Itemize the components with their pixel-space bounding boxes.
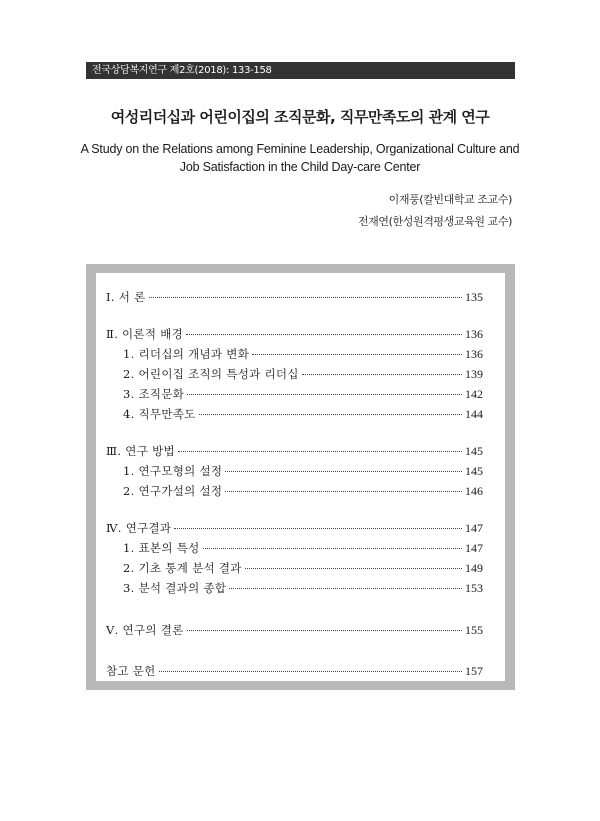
- table-of-contents-panel: [96, 273, 505, 681]
- toc-label: Ⅰ. 서 론: [106, 290, 146, 304]
- toc-page: 145: [465, 464, 483, 478]
- toc-entry-method-1: [123, 462, 483, 480]
- toc-label: 2. 기초 통계 분석 결과: [123, 561, 242, 575]
- toc-page: 135: [465, 290, 483, 304]
- toc-entry-theory-2: [123, 365, 483, 383]
- toc-entry-theory: [106, 325, 483, 343]
- toc-label: 2. 연구가설의 설정: [123, 484, 223, 498]
- toc-entry-results-2: [123, 559, 483, 577]
- toc-page: 145: [465, 444, 483, 458]
- toc-page: 139: [465, 367, 483, 381]
- toc-label: Ⅲ. 연구 방법: [106, 444, 175, 458]
- toc-page: 144: [465, 407, 483, 421]
- toc-leader-dots: [186, 333, 462, 335]
- toc-label: Ⅱ. 이론적 배경: [106, 327, 184, 341]
- author-1: 이재풍(칼빈대학교 조교수): [388, 193, 512, 206]
- toc-entry-introduction: [106, 288, 483, 306]
- toc-label: 4. 직무만족도: [123, 407, 196, 421]
- toc-entry-conclusion: [106, 621, 483, 639]
- toc-leader-dots: [245, 567, 462, 569]
- journal-header: 전국상담복지연구 제2호(2018): 133-158: [86, 62, 515, 79]
- paper-title-english: [0, 140, 600, 176]
- toc-label: 3. 분석 결과의 종합: [123, 581, 227, 595]
- toc-page: 153: [465, 581, 483, 595]
- toc-label: 2. 어린이집 조직의 특성과 리더십: [123, 367, 299, 381]
- toc-label: 1. 연구모형의 설정: [123, 464, 223, 478]
- toc-page: 155: [465, 623, 483, 637]
- toc-entry-results-1: [123, 539, 483, 557]
- paper-title-korean: 여성리더십과 어린이집의 조직문화, 직무만족도의 관계 연구: [110, 108, 490, 126]
- toc-page: 142: [465, 387, 483, 401]
- toc-leader-dots: [225, 490, 462, 492]
- toc-entry-results: [106, 519, 483, 537]
- toc-label: Ⅴ. 연구의 결론: [106, 623, 184, 637]
- toc-leader-dots: [187, 629, 462, 631]
- title-en-line-1: A Study on the Relations among Feminine Leadership, Organizational Culture and: [80, 142, 520, 156]
- toc-page: 136: [465, 347, 483, 361]
- toc-page: 136: [465, 327, 483, 341]
- toc-label: Ⅳ. 연구결과: [106, 521, 172, 535]
- toc-leader-dots: [252, 353, 462, 355]
- author-2: 전재연(한성원격평생교육원 교수): [357, 215, 512, 228]
- toc-leader-dots: [199, 413, 462, 415]
- toc-label: 참고 문헌: [106, 664, 156, 678]
- table-of-contents-frame: [86, 264, 515, 690]
- toc-label: 1. 리더십의 개념과 변화: [123, 347, 250, 361]
- toc-entry-theory-4: [123, 405, 483, 423]
- toc-leader-dots: [229, 587, 462, 589]
- title-en-line-2: Job Satisfaction in the Child Day-care Center: [179, 160, 421, 174]
- toc-label: 1. 표본의 특성: [123, 541, 200, 555]
- toc-leader-dots: [149, 296, 462, 298]
- toc-leader-dots: [187, 393, 462, 395]
- toc-label: 3. 조직문화: [123, 387, 185, 401]
- toc-entry-method: [106, 442, 483, 460]
- toc-page: 147: [465, 521, 483, 535]
- toc-entry-theory-1: [123, 345, 483, 363]
- toc-leader-dots: [225, 470, 462, 472]
- toc-entry-results-3: [123, 579, 483, 597]
- toc-leader-dots: [203, 547, 462, 549]
- toc-page: 149: [465, 561, 483, 575]
- toc-leader-dots: [159, 670, 462, 672]
- toc-leader-dots: [302, 373, 462, 375]
- toc-entry-theory-3: [123, 385, 483, 403]
- toc-page: 157: [465, 664, 483, 678]
- toc-page: 147: [465, 541, 483, 555]
- toc-page: 146: [465, 484, 483, 498]
- toc-entry-method-2: [123, 482, 483, 500]
- toc-entry-references: [106, 662, 483, 680]
- toc-leader-dots: [174, 527, 462, 529]
- toc-leader-dots: [178, 450, 462, 452]
- author-list: [358, 189, 512, 233]
